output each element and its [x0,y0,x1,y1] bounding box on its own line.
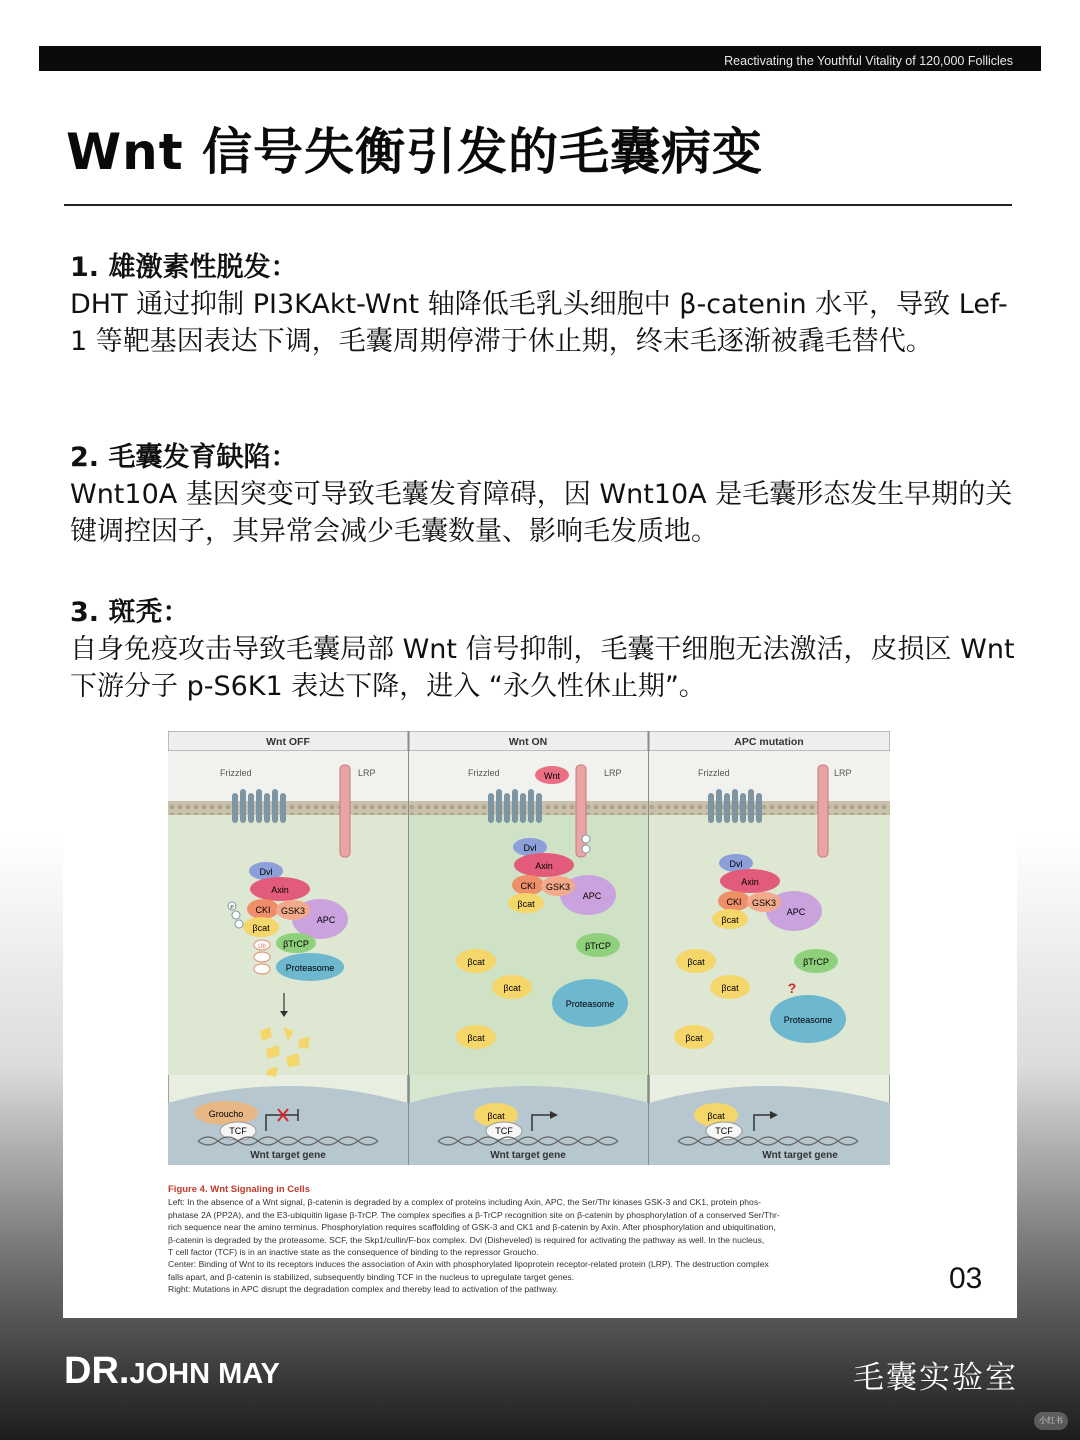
apc-label: APC [786,907,806,917]
page-number: 03 [949,1262,983,1295]
dvl-label: Dvl [729,859,743,869]
bcat-label: βcat [467,1033,485,1043]
phosphate-label: P [230,905,234,911]
frizzled-receptor [232,789,286,823]
bcat-label: βcat [685,1033,703,1043]
proteasome-label: Proteasome [783,1015,833,1025]
target-gene-label: Wnt target gene [250,1150,326,1161]
bcat-label: βcat [707,1111,725,1121]
panel-title: APC mutation [734,736,804,748]
title-divider [64,204,1012,206]
caption-title: Figure 4. Wnt Signaling in Cells [168,1184,310,1195]
section-body: 自身免疫攻击导致毛囊局部 Wnt 信号抑制，毛囊干细胞无法激活，皮损区 Wnt 下游分子 p-S6K1 表达下降，进入 “永久性休止期”。 [70,634,1015,702]
target-gene-label: Wnt target gene [762,1150,838,1161]
caption-line: Right: Mutations in APC disrupt the degradation complex and thereby lead to activation of the pathway. [168,1284,559,1295]
dvl-label: Dvl [523,843,537,853]
lrp-label: LRP [834,768,852,778]
axin-label: Axin [535,861,553,871]
question-mark-icon: ? [787,980,797,996]
dvl-label: Dvl [259,867,273,877]
axin-label: Axin [741,877,759,887]
section-heading: 1. 雄激素性脱发： [70,252,298,283]
section-heading: 2. 毛囊发育缺陷： [70,442,298,473]
proteasome-label: Proteasome [285,963,335,973]
panel-apc-mutation [649,731,890,1165]
tcf-label: TCF [715,1126,733,1136]
wnt-signaling-figure [63,716,1017,1318]
section-alopecia-areata [70,594,1020,705]
proteasome-label: Proteasome [565,999,615,1009]
caption-line: phatase 2A (PP2A), and the E3-ubiquitin ligase β-TrCP. The complex specifies a β-TrCP recognition site on β-catenin by phosphorylation of a conserved Ser/Thr- [168,1209,780,1220]
page-title: Wnt 信号失衡引发的毛囊病变 [66,123,764,181]
caption-line: Left: In the absence of a Wnt signal, β-catenin is degraded by a complex of proteins including Axin, APC, the Ser/Thr kinases GSK-3 and CK1, protein phos- [168,1197,761,1208]
bcat-label: βcat [503,983,521,993]
bcat-label: βcat [517,899,535,909]
panel-wnt-on [409,731,648,1165]
btrcp-label: βTrCP [283,939,309,949]
section-body: DHT 通过抑制 PI3KAkt-Wnt 轴降低毛乳头细胞中 β-catenin 水平，导致 Lef-1 等靶基因表达下调，毛囊周期停滞于休止期，终末毛逐渐被毳毛替代。 [70,289,1008,357]
tcf-label: TCF [495,1126,513,1136]
tcf-label: TCF [229,1126,247,1136]
caption-line: β-catenin is degraded by the proteasome. SCF, the Skp1/cullin/F-box complex. Dvl (Disheveled) is required for activating the pathway as well. In the nucleus, [168,1234,765,1245]
section-follicle-defect [70,439,1020,550]
bcat-label: βcat [687,957,705,967]
groucho-label: Groucho [208,1109,244,1119]
figure-caption [168,1184,893,1296]
ubiquitin-label: Ub [258,944,266,950]
cki-label: CKI [520,881,536,891]
brand-logo [64,1350,280,1393]
axin-label: Axin [271,885,289,895]
bcat-label: βcat [467,957,485,967]
frizzled-label: Frizzled [220,768,252,778]
panel-title: Wnt OFF [266,736,310,748]
header-tagline: Reactivating the Youthful Vitality of 120,000 Follicles [724,54,1013,68]
section-body: Wnt10A 基因突变可导致毛囊发育障碍，因 Wnt10A 是毛囊形态发生早期的关键调控因子，其异常会减少毛囊数量、影响毛发质地。 [70,479,1013,547]
btrcp-label: βTrCP [585,941,611,951]
bcat-label: βcat [721,915,739,925]
brand-name: JOHN MAY [129,1358,280,1390]
cki-label: CKI [255,905,271,915]
lab-name: 毛囊实验室 [853,1360,1018,1396]
apc-label: APC [316,915,336,925]
panel-title: Wnt ON [508,736,548,748]
bcat-label: βcat [721,983,739,993]
header-bar [39,46,1041,71]
frizzled-receptor [708,789,762,823]
lrp-label: LRP [604,768,622,778]
wnt-label: Wnt [543,771,561,781]
wnt-pathway-diagram [168,731,890,1165]
lrp-label: LRP [358,768,376,778]
section-heading: 3. 斑秃： [70,597,190,628]
bcat-label: βcat [252,923,270,933]
target-gene-label: Wnt target gene [490,1150,566,1161]
frizzled-label: Frizzled [468,768,500,778]
lrp-receptor [818,765,828,857]
brand-dr: DR. [64,1350,130,1392]
section-androgenic-alopecia [70,249,1020,360]
cki-label: CKI [726,897,742,907]
frizzled-receptor [488,789,542,823]
panel-wnt-off [168,731,408,1165]
caption-line: falls apart, and β-catenin is stabilized, subsequently binding TCF in the nucleus to upregulate target genes. [168,1271,575,1282]
apc-label: APC [582,891,602,901]
caption-line: Center: Binding of Wnt to its receptors induces the association of Axin with phosphorylated lipoprotein receptor-related protein (LRP). The destruction complex [168,1259,769,1270]
caption-line: T cell factor (TCF) is in an inactive state as the consequence of binding to the repressor Groucho. [168,1247,539,1258]
watermark-badge: 小红书 [1034,1412,1068,1430]
gsk3-label: GSK3 [751,898,777,908]
bcat-label: βcat [487,1111,505,1121]
lrp-receptor [340,765,350,857]
gsk3-label: GSK3 [545,882,571,892]
btrcp-label: βTrCP [803,957,829,967]
caption-line: rich sequence near the amino terminus. Phosphorylation requires scaffolding of GSK-3 and CK1 and β-catenin by Axin. After phosphorylation and ubiquitination, [168,1222,776,1233]
frizzled-label: Frizzled [698,768,730,778]
gsk3-label: GSK3 [280,906,306,916]
